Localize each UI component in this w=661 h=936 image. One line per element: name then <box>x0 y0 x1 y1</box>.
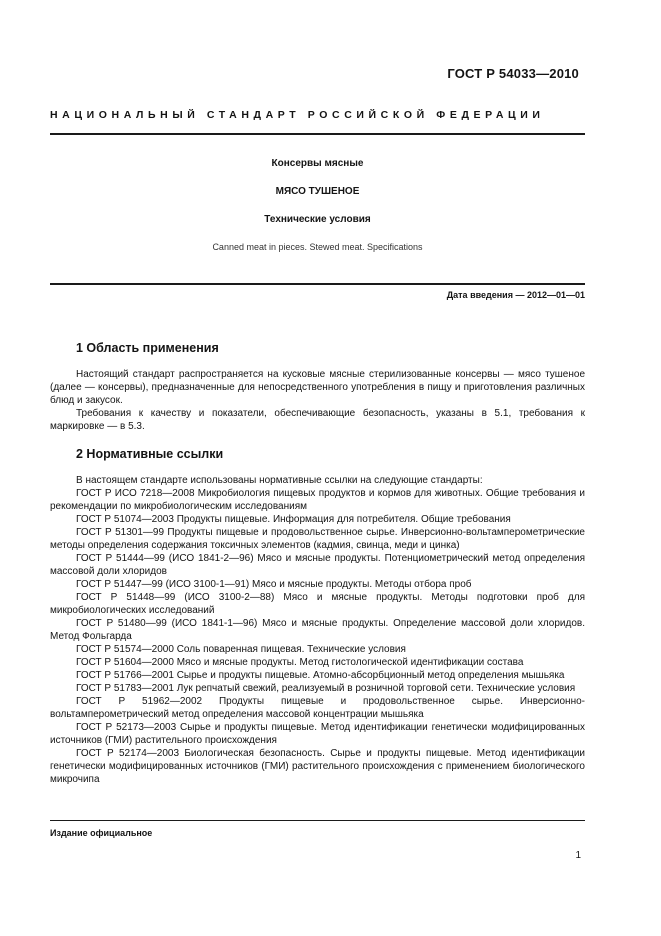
title-main: МЯСО ТУШЕНОЕ <box>275 186 360 197</box>
header-rule <box>50 133 585 135</box>
title-english: Canned meat in pieces. Stewed meat. Specifications <box>212 242 423 252</box>
reference-item: ГОСТ Р 51480—99 (ИСО 1841-1—96) Мясо и мясные продукты. Определение массовой доли хлоридов. Метод Фольгарда <box>50 618 585 642</box>
document-id: ГОСТ Р 54033—2010 <box>447 66 579 81</box>
footer-rule <box>50 820 585 821</box>
title-category: Консервы мясные <box>271 158 364 169</box>
reference-item: ГОСТ Р 51301—99 Продукты пищевые и продовольственное сырье. Инверсионно-вольтамперометрические методы определения содержания токсичных элементов (кадмия, свинца, меди и цинка) <box>50 527 585 551</box>
reference-item: ГОСТ Р 52174—2003 Биологическая безопасность. Сырье и продукты пищевые. Метод идентификации генетически модифицированных источников (ГМИ) растительного происхождения с применением биологического микрочипа <box>50 748 585 785</box>
reference-item: ГОСТ Р 51448—99 (ИСО 3100-2—88) Мясо и мясные продукты. Методы подготовки проб для микробиологических исследований <box>50 592 585 616</box>
title-rule <box>50 283 585 285</box>
reference-item: ГОСТ Р 51962—2002 Продукты пищевые и продовольственное сырье. Инверсионно-вольтамперометрический метод определения массовой концентрации мышьяка <box>50 696 585 720</box>
section2-heading: 2 Нормативные ссылки <box>76 447 224 461</box>
reference-item: ГОСТ Р 51447—99 (ИСО 3100-1—91) Мясо и мясные продукты. Методы отбора проб <box>76 579 472 590</box>
title-subtitle: Технические условия <box>264 214 371 225</box>
edition-label: Издание официальное <box>50 828 153 838</box>
reference-item: ГОСТ Р ИСО 7218—2008 Микробиология пищевых продуктов и кормов для животных. Общие требования и рекомендации по микробиологическим исследованиям <box>50 488 585 512</box>
reference-item: ГОСТ Р 51604—2000 Мясо и мясные продукты. Метод гистологической идентификации состава <box>76 657 524 668</box>
section1-paragraph: Требования к качеству и показатели, обеспечивающие безопасность, указаны в 5.1, требования к маркировке — в 5.3. <box>50 408 585 432</box>
reference-item: ГОСТ Р 51074—2003 Продукты пищевые. Информация для потребителя. Общие требования <box>76 514 511 525</box>
introduction-date: Дата введения — 2012—01—01 <box>446 290 585 300</box>
reference-item: ГОСТ Р 51783—2001 Лук репчатый свежий, реализуемый в розничной торговой сети. Технические условия <box>76 683 576 694</box>
section1-body <box>50 368 585 433</box>
reference-item: ГОСТ Р 51766—2001 Сырье и продукты пищевые. Атомно-абсорбционный метод определения мышьяка <box>76 670 565 681</box>
reference-item: ГОСТ Р 52173—2003 Сырье и продукты пищевые. Метод идентификации генетически модифицированных источников (ГМИ) растительного происхождения <box>50 722 585 746</box>
section1-heading: 1 Область применения <box>76 341 219 355</box>
reference-item: ГОСТ Р 51574—2000 Соль поваренная пищевая. Технические условия <box>76 644 406 655</box>
section1-paragraph: Настоящий стандарт распространяется на кусковые мясные стерилизованные консервы — мясо тушеное (далее — консервы), предназначенные для непосредственного употребления в пищу и приготовления различных блюд и закусок. <box>50 369 585 406</box>
section2-intro: В настоящем стандарте использованы нормативные ссылки на следующие стандарты: <box>76 475 483 486</box>
page-number: 1 <box>575 850 581 861</box>
standard-banner: НАЦИОНАЛЬНЫЙ СТАНДАРТ РОССИЙСКОЙ ФЕДЕРАЦИИ <box>50 109 545 121</box>
reference-item: ГОСТ Р 51444—99 (ИСО 1841-2—96) Мясо и мясные продукты. Потенциометрический метод определения массовой доли хлоридов <box>50 553 585 577</box>
section2-body <box>50 474 585 786</box>
